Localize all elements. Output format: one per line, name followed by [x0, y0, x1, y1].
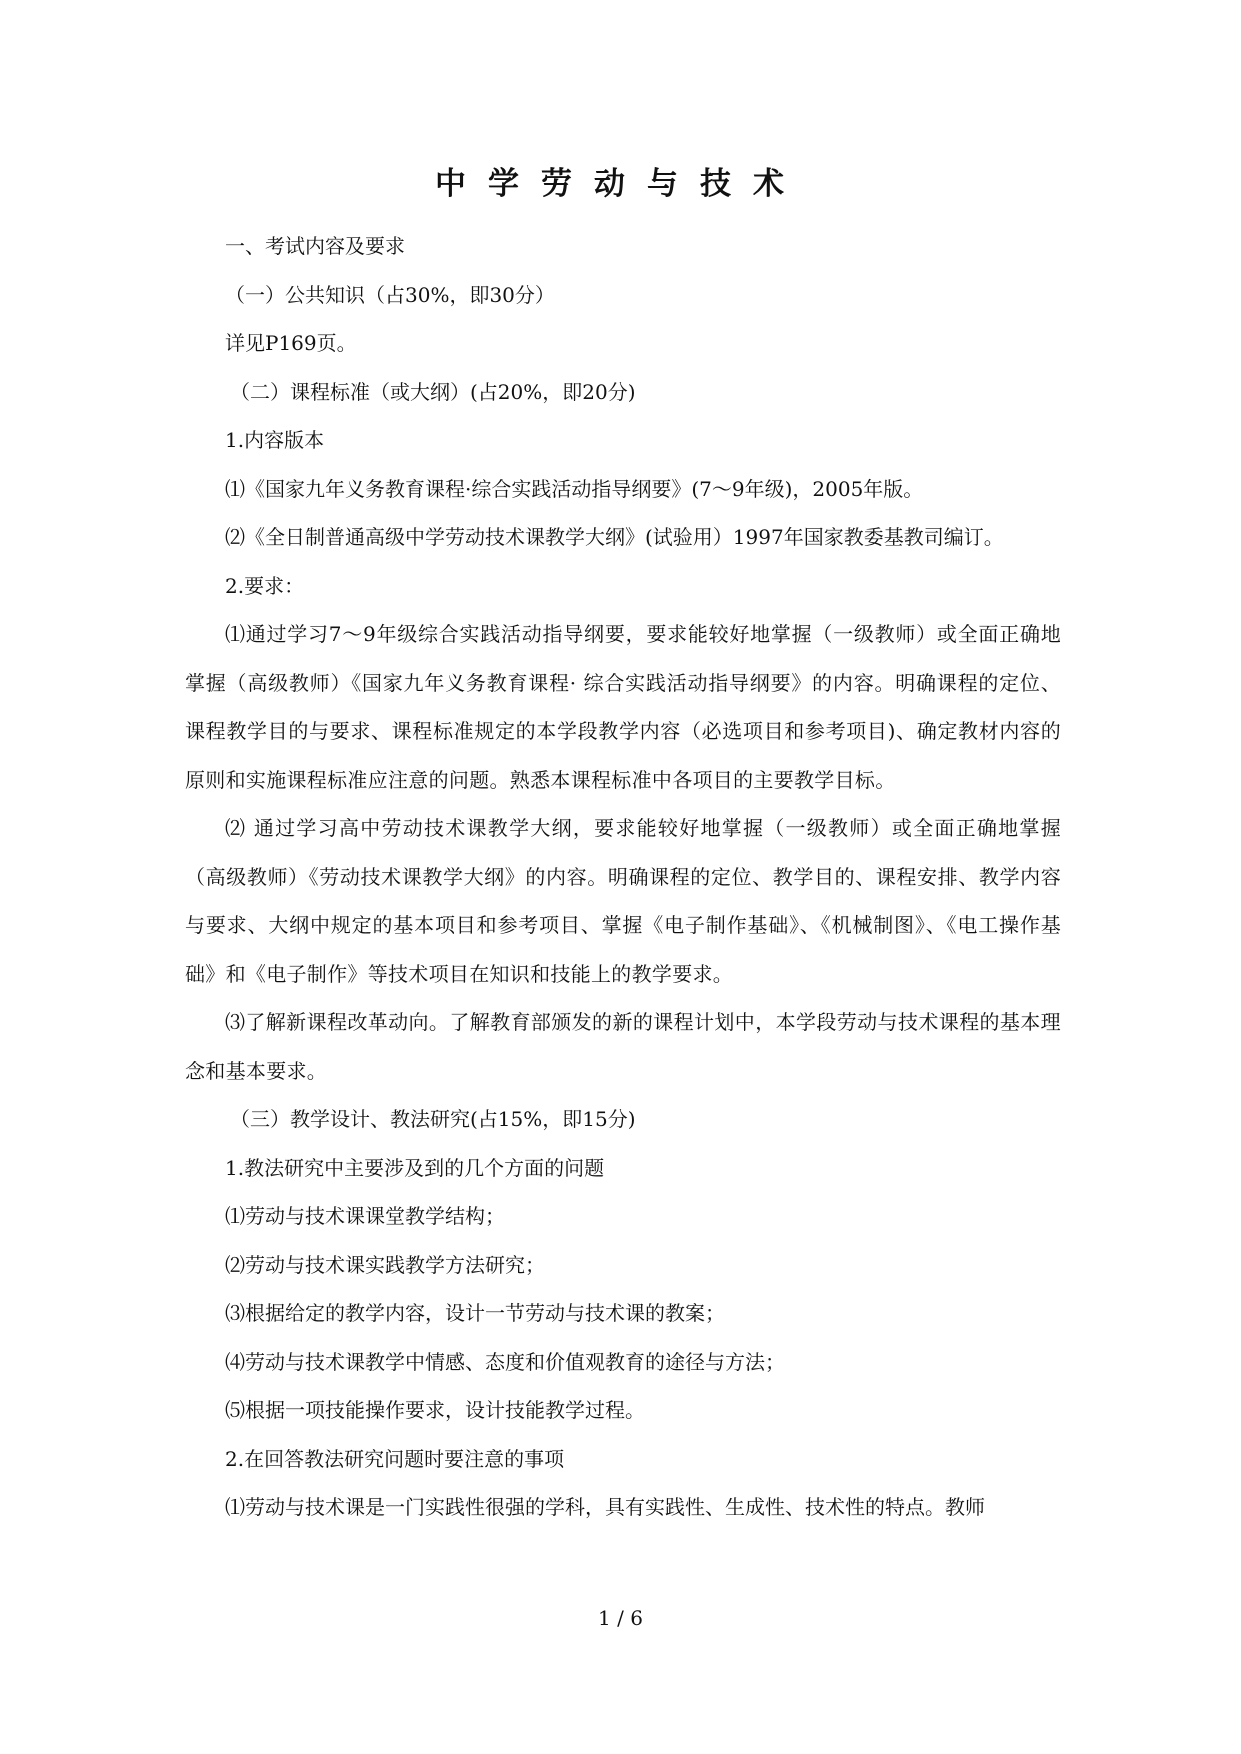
- item-heading: 1.教法研究中主要涉及到的几个方面的问题: [225, 1155, 605, 1180]
- text-line: 详见P169页。: [225, 331, 357, 355]
- item-heading: 2.要求：: [225, 573, 305, 598]
- list-item: ⑴《国家九年义务教育课程·综合实践活动指导纲要》(7～9年级)，2005年版。: [225, 476, 924, 501]
- list-item: ⑶根据给定的教学内容，设计一节劳动与技术课的教案；: [225, 1301, 725, 1325]
- paragraph: ⑵ 通过学习高中劳动技术课教学大纲，要求能较好地掌握（一级教师）或全面正确地掌握（高级教师）《劳动技术课教学大纲》的内容。明确课程的定位、教学目的、课程安排、教学内容与要求、大纲中规定的基本项目和参考项目、掌握《电子制作基础》、《机械制图》、《电工操作基础》和《电子制作》等技术项目在知识和技能上的教学要求。: [185, 816, 1061, 986]
- subsection-heading: （二）课程标准（或大纲）(占20%，即20分): [230, 379, 636, 404]
- list-item: ⑵劳动与技术课实践教学方法研究；: [225, 1252, 545, 1277]
- paragraph: ⑴通过学习7～9年级综合实践活动指导纲要，要求能较好地掌握（一级教师）或全面正确地掌握（高级教师）《国家九年义务教育课程· 综合实践活动指导纲要》的内容。明确课程的定位、课程教学目的与要求、课程标准规定的本学段教学内容（必选项目和参考项目)、确定教材内容的原则和实施课程标准应注意的问题。熟悉本课程标准中各项目的主要教学目标。: [185, 622, 1061, 792]
- paragraph: ⑶了解新课程改革动向。了解教育部颁发的新的课程计划中，本学段劳动与技术课程的基本理念和基本要求。: [185, 1010, 1061, 1083]
- document-body: [185, 222, 1061, 1532]
- list-item: ⑵《全日制普通高级中学劳动技术课教学大纲》(试验用）1997年国家教委基教司编订。: [225, 525, 1004, 549]
- subsection-heading: （三）教学设计、教法研究(占15%，即15分): [230, 1107, 636, 1131]
- list-item: ⑸根据一项技能操作要求，设计技能教学过程。: [225, 1398, 645, 1422]
- paragraph: ⑴劳动与技术课是一门实践性很强的学科，具有实践性、生成性、技术性的特点。教师: [225, 1495, 985, 1519]
- page-number: 1 / 6: [598, 1606, 643, 1630]
- document-title: 中学劳动与技术: [435, 166, 806, 202]
- item-heading: 1.内容版本: [225, 428, 325, 452]
- section-heading: 一、考试内容及要求: [225, 234, 405, 258]
- item-heading: 2.在回答教法研究问题时要注意的事项: [225, 1446, 565, 1471]
- subsection-heading: （一）公共知识（占30%，即30分）: [225, 282, 555, 307]
- list-item: ⑷劳动与技术课教学中情感、态度和价值观教育的途径与方法；: [225, 1349, 785, 1374]
- list-item: ⑴劳动与技术课课堂教学结构；: [225, 1204, 505, 1228]
